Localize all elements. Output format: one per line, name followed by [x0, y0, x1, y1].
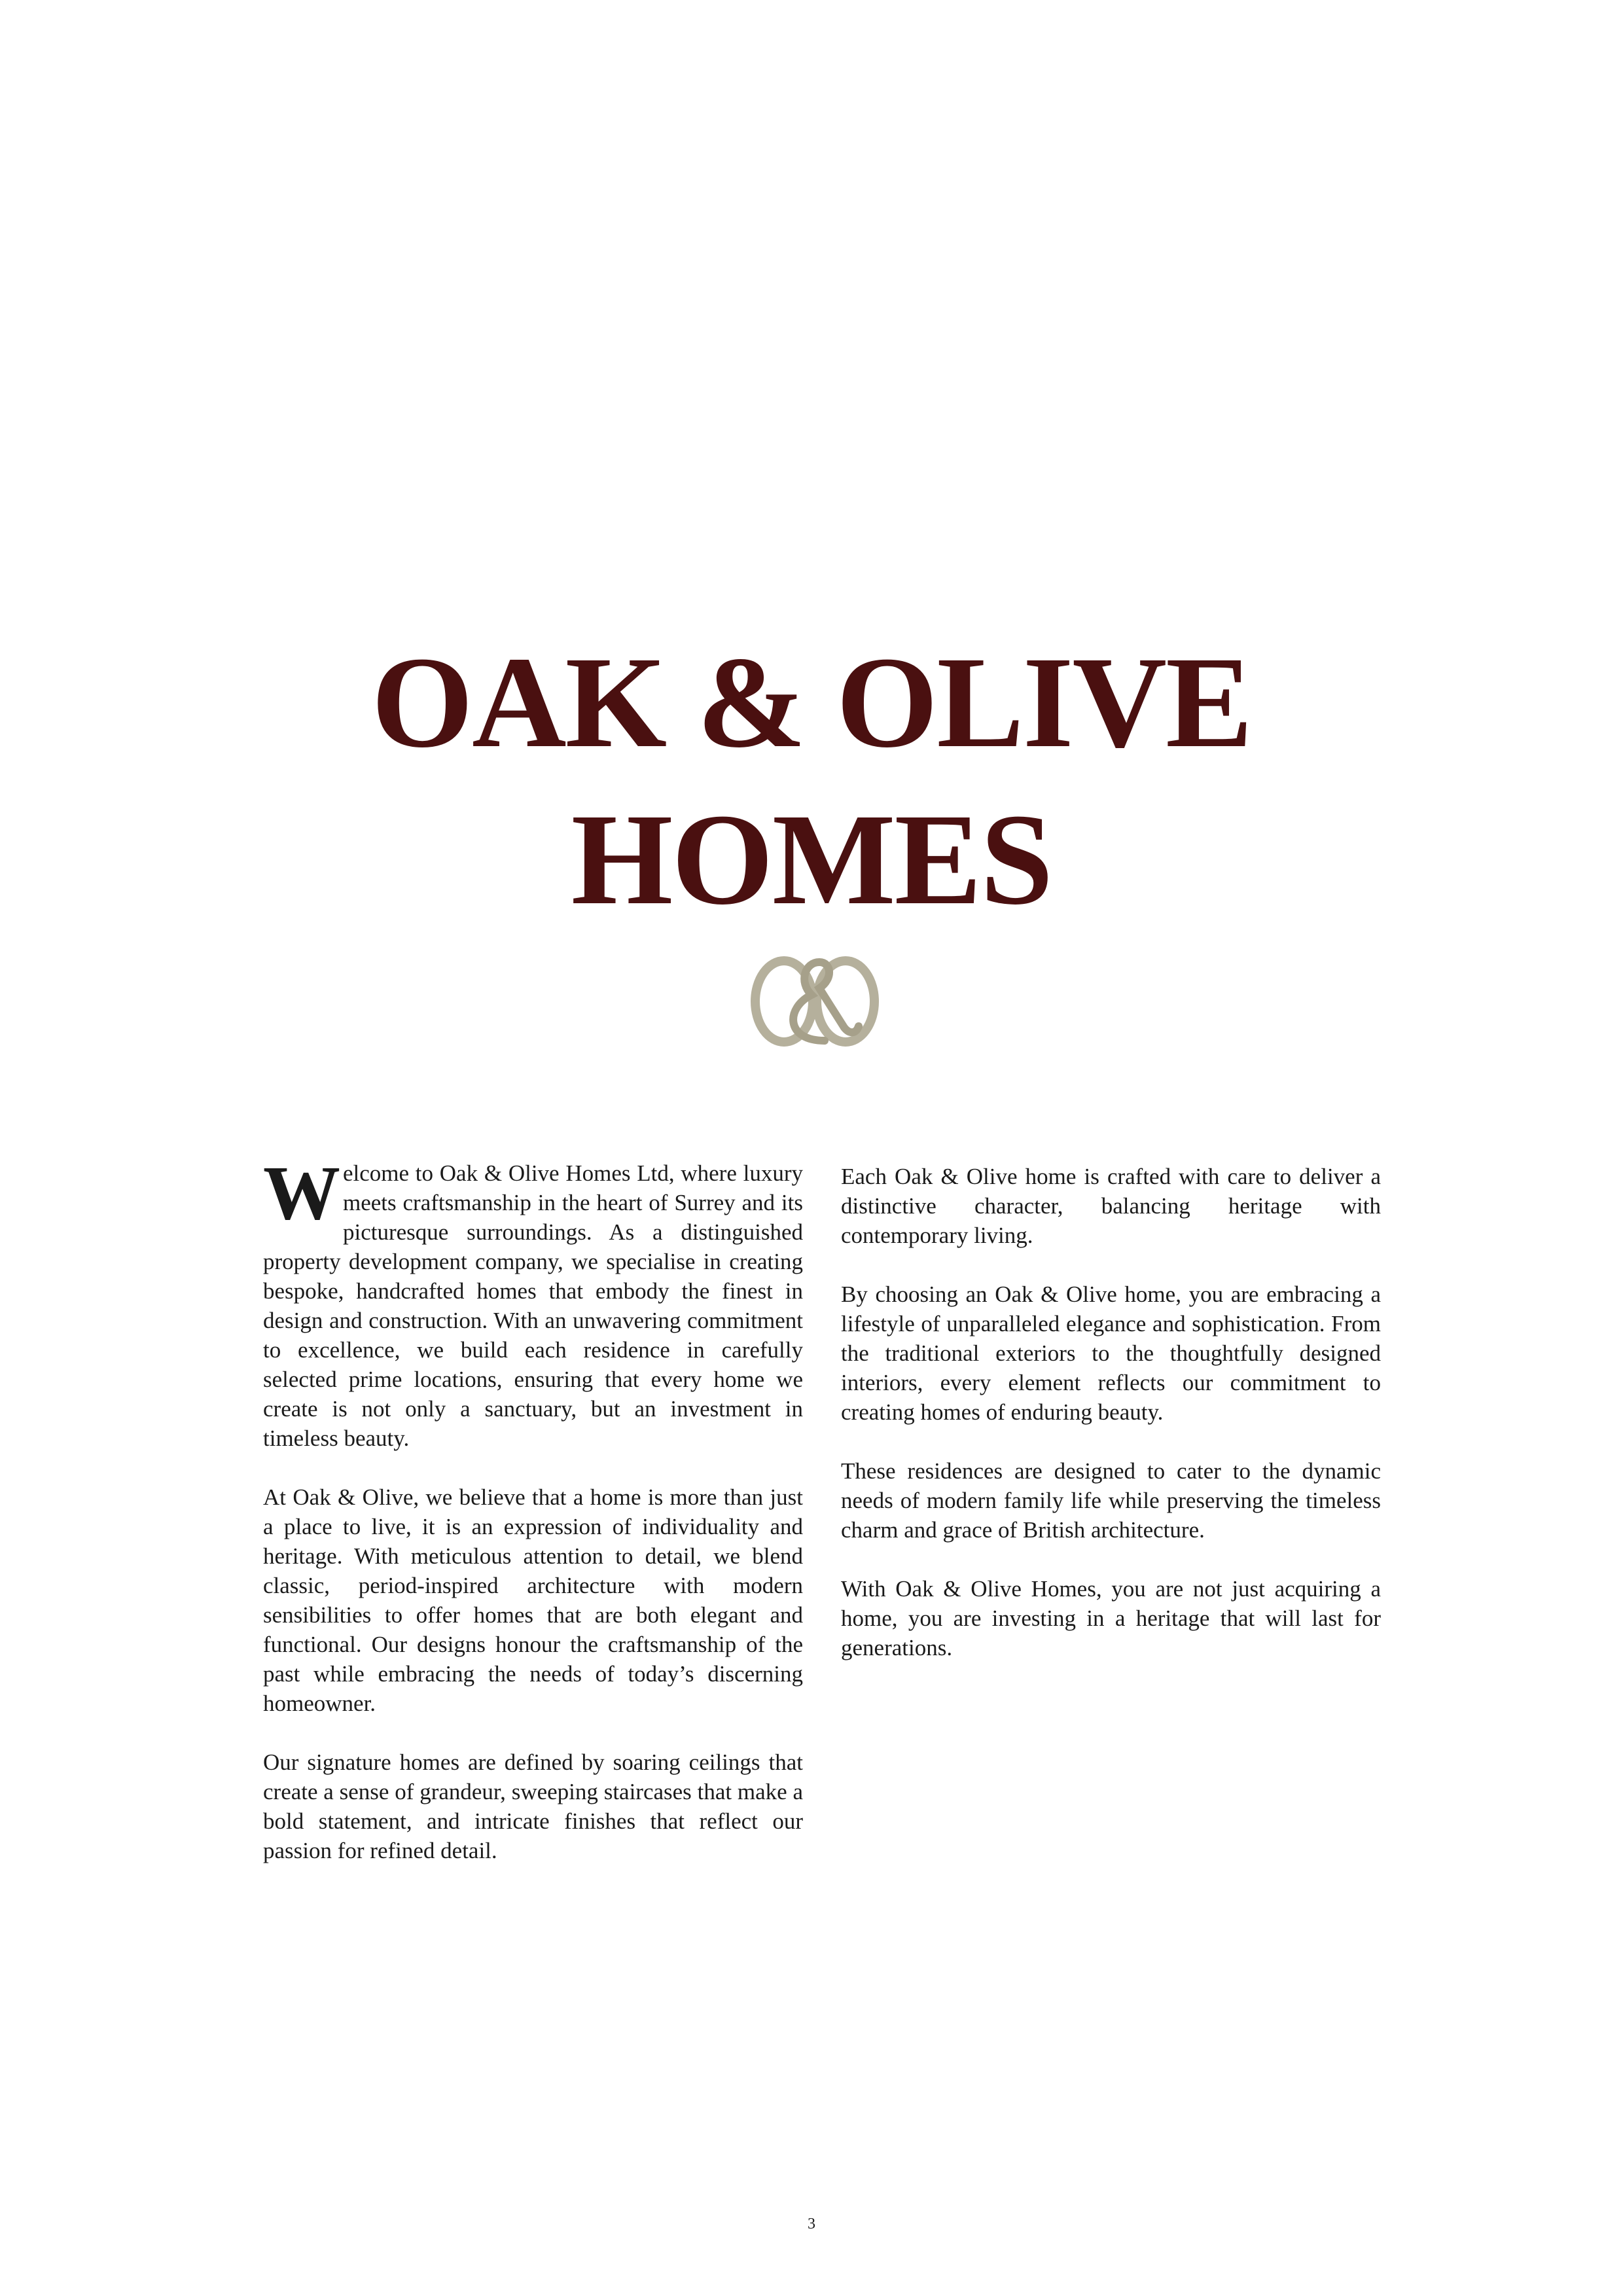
signature-homes-paragraph: Our signature homes are defined by soaring ceilings that create a sense of grandeur, sweeping staircases that make a bold statement, and intricate finishes that reflect our passion for refined detail.: [263, 1749, 803, 1863]
logo-graphic: [746, 942, 883, 1060]
lifestyle-paragraph: By choosing an Oak & Olive home, you are embracing a lifestyle of unparalleled elegance and sophistication. From the traditional exteriors to the thoughtfully designed interiors, every element reflects our commitment to creating homes of enduring beauty.: [841, 1282, 1381, 1425]
character-paragraph: Each Oak & Olive home is crafted with care to deliver a distinctive character, balancing heritage with contemporary living.: [841, 1164, 1381, 1248]
title-line-1: OAK & OLIVE: [371, 630, 1252, 775]
family-life-paragraph: These residences are designed to cater to the dynamic needs of modern family life while preserving the timeless charm and grace of British architecture.: [841, 1458, 1381, 1543]
left-column: [263, 1150, 803, 1895]
page-title: [0, 624, 1623, 939]
title-line-2: HOMES: [571, 787, 1052, 932]
philosophy-paragraph: At Oak & Olive, we believe that a home is more than just a place to live, it is an expression of individuality and heritage. With meticulous attention to detail, we blend classic, period-inspired architecture with modern sensibilities to offer homes that are both elegant and functional. Our designs honour the craftsmanship of the past while embracing the needs of today’s discerning homeowner.: [263, 1484, 803, 1716]
intro-paragraph: [263, 1150, 803, 1453]
intro-paragraph-text: elcome to Oak & Olive Homes Ltd, where luxury meets craftsmanship in the heart of Surrey and its picturesque surroundings. As a distinguished property development company, we specialise in creating bespoke, handcrafted homes that embody the finest in design and construction. With an unwavering commitment to excellence, we build each residence in carefully selected prime locations, ensuring that every home we create is not only a sanctuary, but an investment in timeless beauty.: [263, 1160, 803, 1451]
right-column: [841, 1162, 1381, 1692]
heritage-paragraph: With Oak & Olive Homes, you are not just acquiring a home, you are investing in a heritage that will last for generations.: [841, 1576, 1381, 1660]
ampersand-monogram-logo: [746, 942, 883, 1060]
drop-cap: W: [263, 1150, 340, 1236]
page-number: 3: [808, 2215, 815, 2233]
